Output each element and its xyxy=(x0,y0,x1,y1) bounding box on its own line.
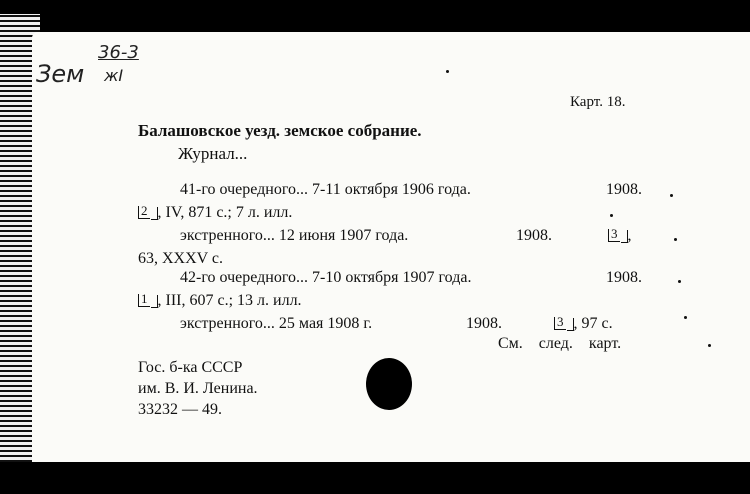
entry-1-year: 1908. xyxy=(606,181,642,198)
entry-3-year: 1908. xyxy=(606,269,642,286)
library-line-3: 33232 — 49. xyxy=(138,401,222,418)
library-line-2: им. В. И. Ленина. xyxy=(138,380,258,397)
entry-3-details xyxy=(138,293,302,309)
entry-2-title: экстренного... 12 июня 1907 года. xyxy=(180,227,409,244)
entry-2-pages: 63, XXXV с. xyxy=(138,250,224,267)
handwritten-prefix: Зем xyxy=(36,60,85,88)
entry-2-year: 1908. xyxy=(516,227,552,244)
card-subheading: Журнал... xyxy=(178,144,248,163)
entry-3-bracket: 1 xyxy=(138,294,150,307)
entry-2-bracket-wrap: 3 , xyxy=(608,228,632,244)
speck xyxy=(670,194,673,197)
see-next-card: См. след. карт. xyxy=(498,335,622,352)
speck xyxy=(610,214,613,217)
entry-3-title: 42-го очередного... 7-10 октября 1907 года. xyxy=(180,269,472,286)
handwritten-numerator: 36-3 xyxy=(98,42,139,63)
scan-top-border xyxy=(0,0,750,14)
speck xyxy=(684,316,687,319)
card-heading: Балашовское уезд. земское собрание. xyxy=(138,121,422,140)
scan-bottom-border xyxy=(0,462,750,494)
entry-4-title: экстренного... 25 мая 1908 г. xyxy=(180,315,373,332)
speck xyxy=(708,344,711,347)
handwritten-denominator: жI xyxy=(104,66,124,85)
library-line-1: Гос. б-ка СССР xyxy=(138,359,243,376)
entry-1-bracket: 2 xyxy=(138,206,150,219)
speck xyxy=(674,238,677,241)
entry-4-year: 1908. xyxy=(466,315,502,332)
entry-4-details xyxy=(554,316,613,332)
entry-4-pages: , 97 с. xyxy=(573,315,613,332)
entry-3-pages: , III, 607 с.; 13 л. илл. xyxy=(157,292,302,309)
card-number: Карт. 18. xyxy=(570,94,626,110)
entry-4-bracket: 3 xyxy=(554,317,566,330)
entry-1-title: 41-го очередного... 7-11 октября 1906 года. xyxy=(180,181,471,198)
speck xyxy=(446,70,449,73)
punch-hole xyxy=(366,358,412,410)
entry-2-bracket: 3 xyxy=(608,229,620,242)
entry-1-pages: , IV, 871 с.; 7 л. илл. xyxy=(157,204,293,221)
speck xyxy=(678,280,681,283)
entry-1-details xyxy=(138,205,292,221)
